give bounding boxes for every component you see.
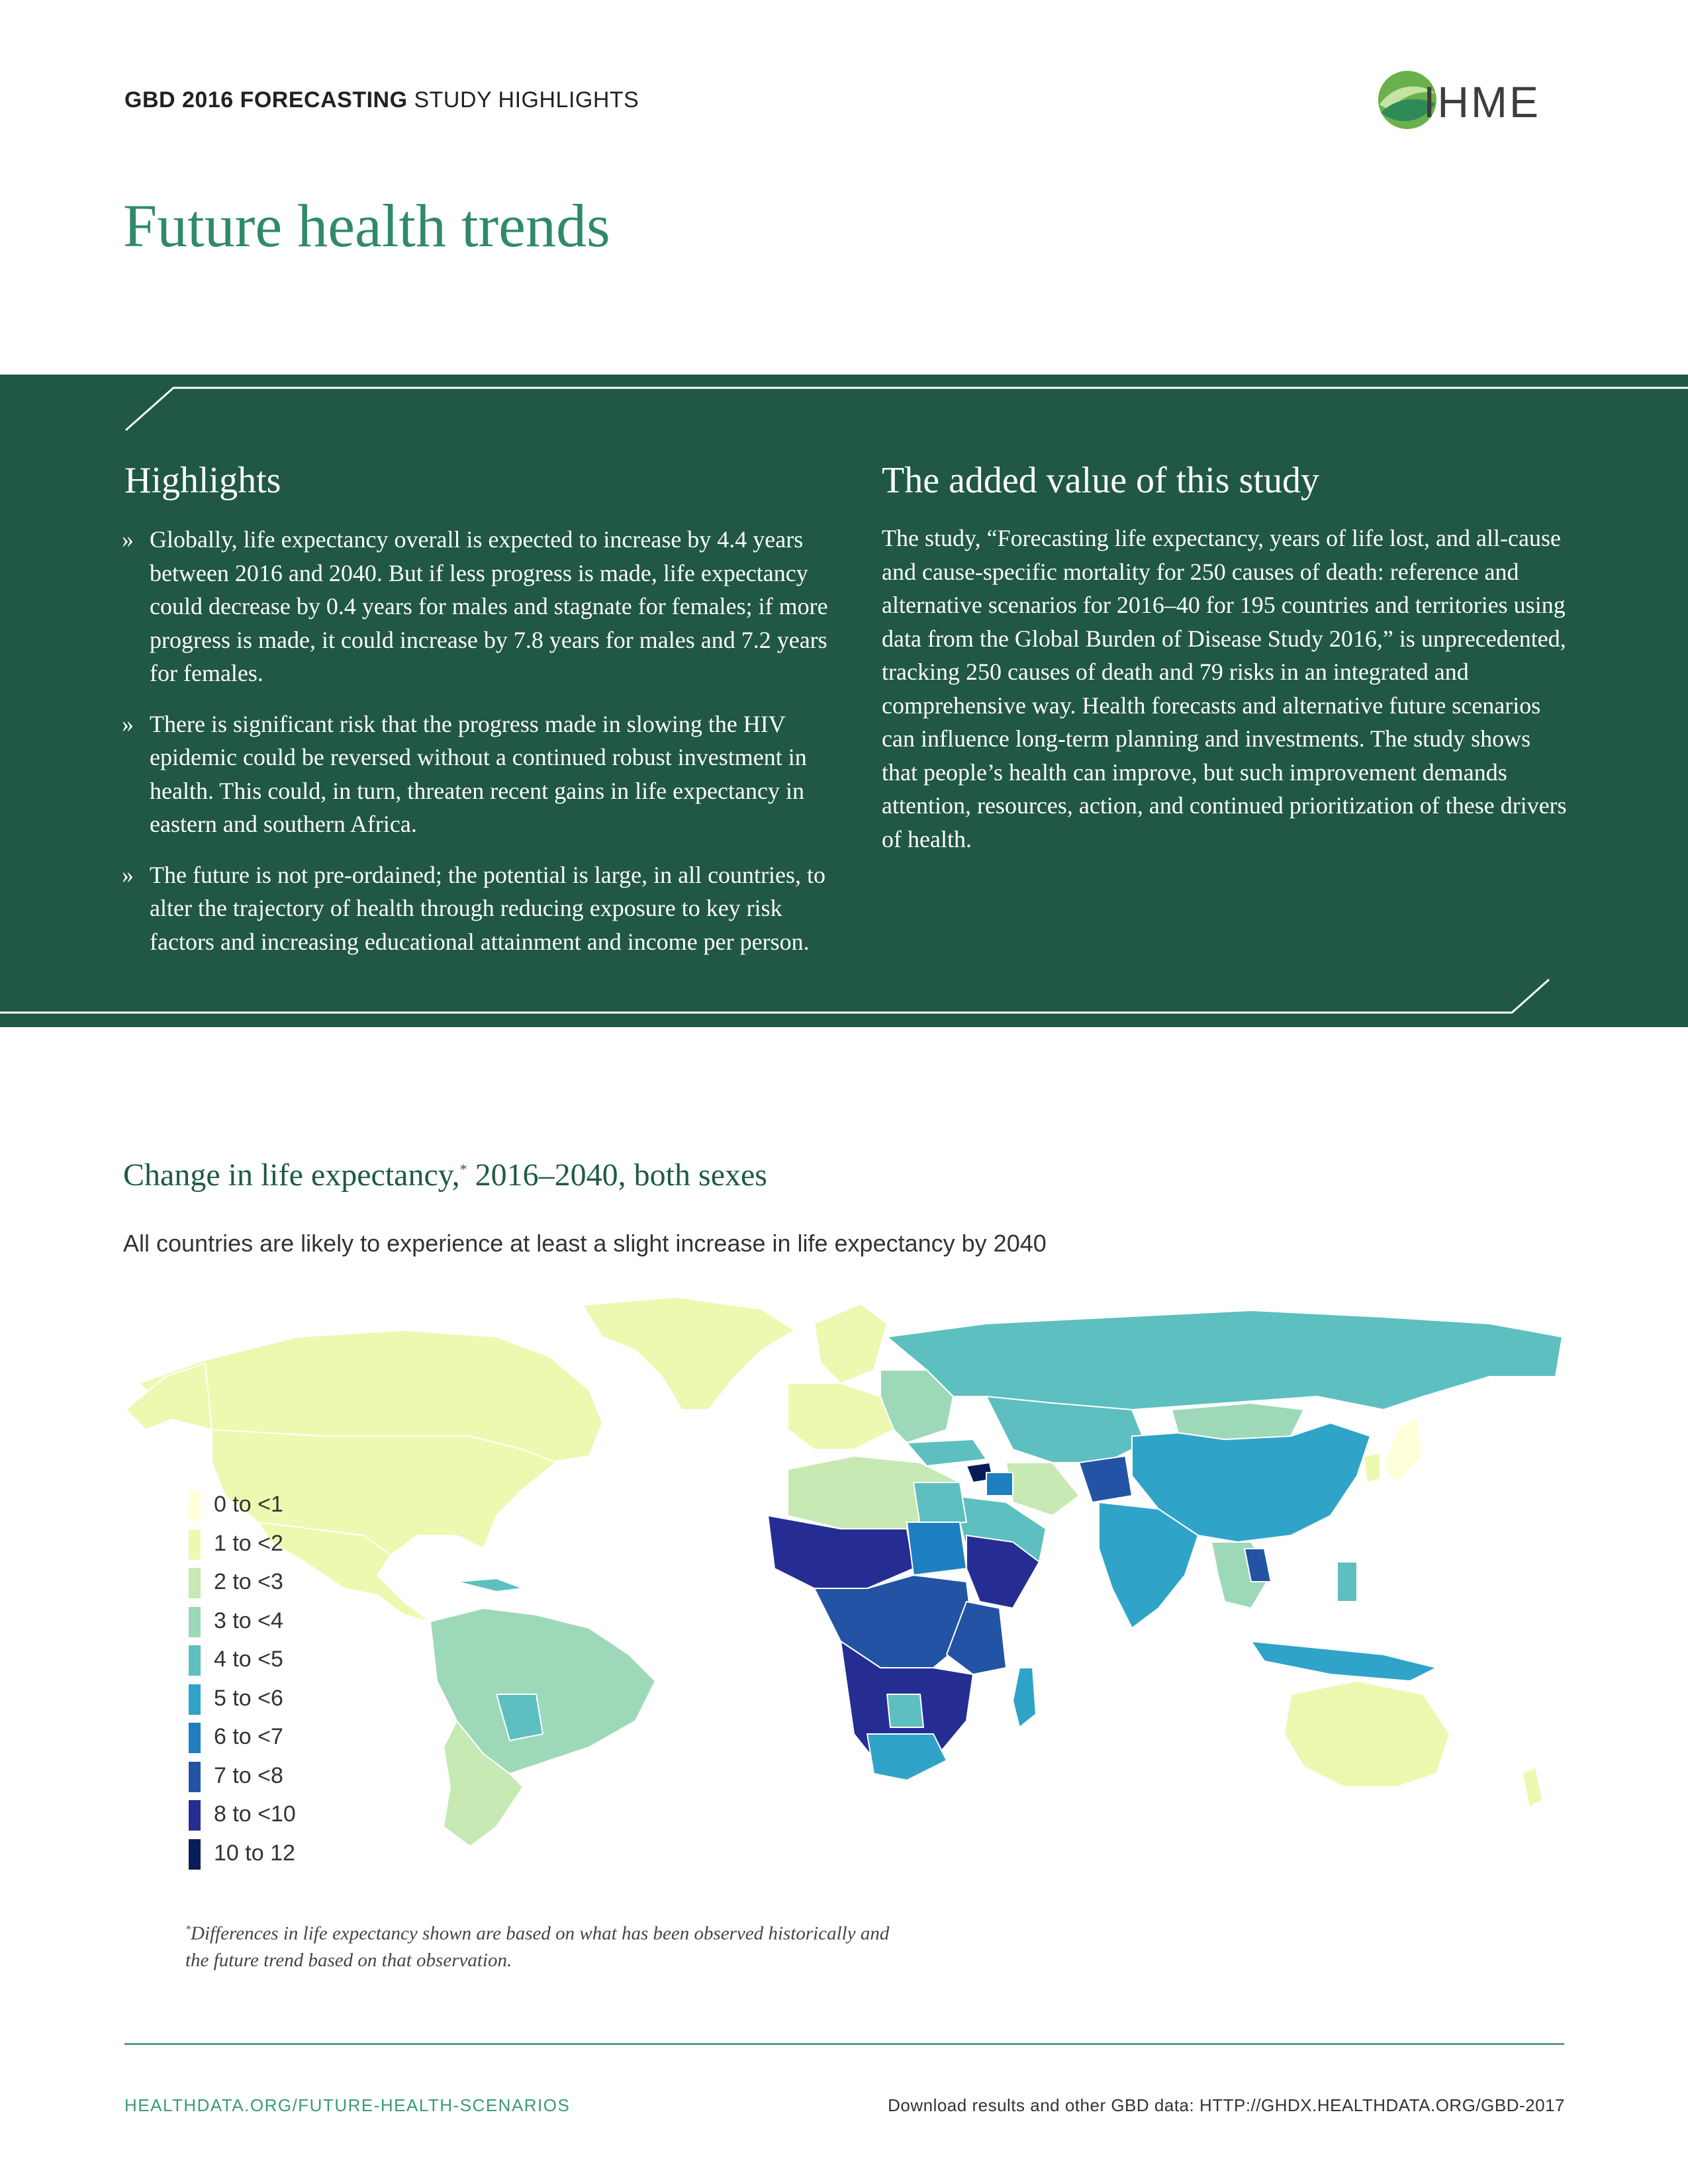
region-japan — [1383, 1416, 1423, 1482]
legend-label: 8 to <10 — [214, 1801, 296, 1827]
legend-swatch — [189, 1839, 201, 1870]
added-value-body: The study, “Forecasting life expectancy, years of life lost, and all-cause and cause-specific mortality for 250 causes of death: reference and alternative scenarios for 2016–40 for 195 countries and territories using data from the Global Burden of Disease Study 2016,” is unprecedented, tracking 250 causes of death and 79 risks in an integrated and comprehensive way. Health forecasts and alternative future scenarios can influence long-term planning and investments. The study shows that people’s health can improve, but such improvement demands attention, resources, action, and continued prioritization of these drivers of health. — [882, 525, 1567, 852]
added-value-heading: The added value of this study — [882, 460, 1319, 501]
legend-label: 7 to <8 — [214, 1762, 283, 1788]
region-caribbean — [457, 1578, 523, 1592]
footer-link[interactable]: HEALTHDATA.ORG/FUTURE-HEALTH-SCENARIOS — [124, 2095, 571, 2115]
list-item — [122, 858, 830, 959]
region-philippines — [1337, 1562, 1357, 1602]
map-title-footnote-mark: * — [459, 1161, 467, 1177]
map-title-rest: 2016–2040, both sexes — [467, 1158, 767, 1193]
footer-divider — [124, 2043, 1564, 2045]
list-item — [122, 523, 830, 690]
map-subtitle: All countries are likely to experience at least a slight increase in life expectancy by 2040 — [123, 1230, 1047, 1257]
region-new-zealand — [1523, 1767, 1542, 1807]
legend-label: 3 to <4 — [214, 1608, 283, 1633]
footnote-text: Differences in life expectancy shown are based on what has been observed historically and the future trend based on that observation. — [185, 1923, 890, 1971]
region-south-africa — [867, 1734, 947, 1780]
legend-swatch — [189, 1490, 201, 1521]
world-map-choropleth — [126, 1297, 1569, 1853]
region-russia — [887, 1310, 1562, 1410]
region-egypt — [914, 1482, 966, 1525]
region-scandinavia — [814, 1304, 887, 1383]
region-indonesia — [1251, 1641, 1436, 1681]
region-botswana — [887, 1694, 923, 1727]
document-header — [124, 87, 639, 113]
legend-label: 10 to 12 — [214, 1840, 295, 1866]
list-item — [122, 707, 830, 841]
legend-swatch — [189, 1645, 201, 1676]
region-western-europe — [788, 1383, 894, 1449]
legend-swatch — [189, 1723, 201, 1753]
region-australia — [1284, 1681, 1450, 1787]
page-title: Future health trends — [123, 192, 610, 259]
region-sudan — [907, 1522, 966, 1575]
bullet-marker: » — [122, 526, 134, 553]
map-footnote — [185, 1917, 914, 1974]
legend-swatch — [189, 1762, 201, 1792]
region-iran — [1006, 1463, 1079, 1516]
legend-label: 1 to <2 — [214, 1530, 283, 1556]
region-iraq — [986, 1473, 1013, 1496]
header-bold: GBD 2016 FORECASTING — [124, 87, 408, 113]
region-mongolia — [1172, 1403, 1304, 1439]
bullet-marker: » — [122, 861, 134, 888]
footnote-mark: * — [185, 1924, 191, 1935]
legend-swatch — [189, 1568, 201, 1598]
legend-label: 2 to <3 — [214, 1569, 283, 1594]
logo-wordmark: IHME — [1423, 77, 1540, 126]
map-title — [123, 1157, 767, 1193]
legend-label: 5 to <6 — [214, 1685, 283, 1711]
legend-label: 0 to <1 — [214, 1492, 283, 1517]
bullet-text: The future is not pre-ordained; the potential is large, in all countries, to alter the trajectory of health through reducing exposure to key risk factors and increasing educational attainment and income per person. — [150, 861, 826, 955]
legend-swatch — [189, 1800, 201, 1831]
bullet-text: There is significant risk that the progress made in slowing the HIV epidemic could be reversed without a continued robust investment in health. This could, in turn, threaten recent gains in life expectancy in eastern and southern Africa. — [150, 710, 807, 837]
legend-swatch — [189, 1607, 201, 1637]
map-title-main: Change in life expectancy, — [123, 1158, 460, 1193]
bullet-text: Globally, life expectancy overall is expected to increase by 4.4 years between 2016 and 2040. But if less progress is made, life expectancy could decrease by 0.4 years for males and stagnate for females; if more progress is made, it could increase by 7.8 years for males and 7.2 years for females. — [150, 526, 828, 686]
region-afghanistan — [1079, 1456, 1132, 1502]
region-madagascar — [1013, 1668, 1036, 1727]
highlights-heading: Highlights — [124, 460, 281, 501]
legend-swatch — [189, 1684, 201, 1715]
legend-label: 4 to <5 — [214, 1647, 283, 1672]
footer-download-note: Download results and other GBD data: HTTP://GHDX.HEALTHDATA.ORG/GBD-2017 — [888, 2095, 1565, 2115]
region-korea — [1364, 1453, 1380, 1482]
legend-swatch — [189, 1529, 201, 1560]
bullet-marker: » — [122, 710, 134, 737]
header-rest: STUDY HIGHLIGHTS — [407, 87, 639, 113]
region-greenland — [583, 1297, 794, 1410]
highlights-list — [122, 523, 830, 976]
legend-label: 6 to <7 — [214, 1724, 283, 1749]
